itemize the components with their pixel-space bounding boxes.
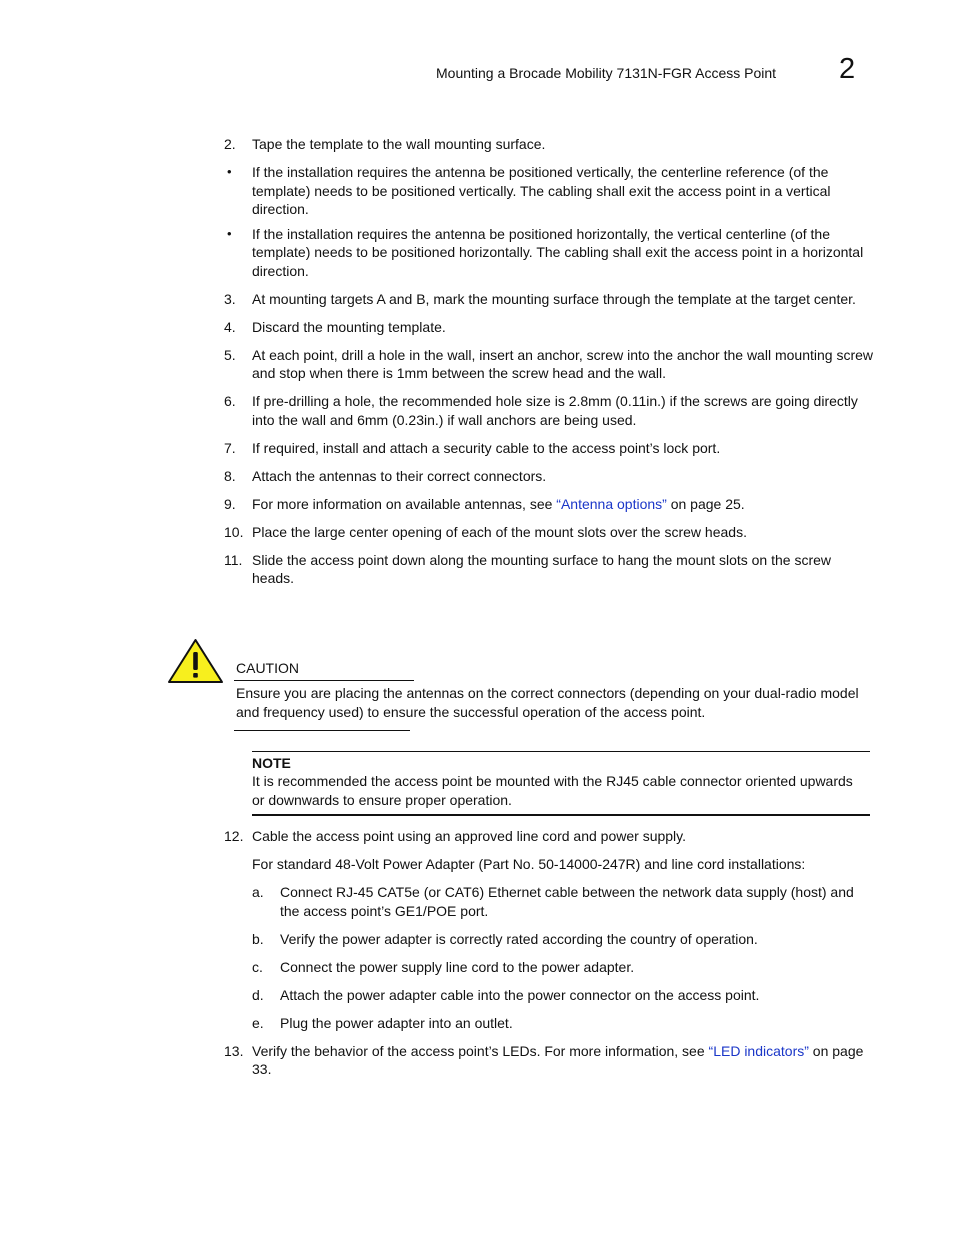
bullet-icon: • — [227, 225, 232, 241]
step-number: 5. — [224, 346, 236, 363]
substep-letter: c. — [252, 958, 263, 975]
step-number: 2. — [224, 136, 236, 152]
warning-triangle-icon — [167, 638, 224, 684]
substep-text: Attach the power adapter cable into the power connector on the access point. — [280, 986, 760, 1003]
step-number: 10. — [224, 523, 244, 540]
step-text: If required, install and attach a security cable to the access point’s lock port. — [252, 439, 721, 456]
steps-lower — [224, 827, 874, 1088]
step-number: 3. — [224, 290, 236, 307]
substep-letter: d. — [252, 986, 264, 1003]
step-number: 13. — [224, 1042, 244, 1059]
step-number: 4. — [224, 318, 236, 335]
antenna-options-link[interactable]: “Antenna options” — [556, 495, 667, 512]
substep-letter: b. — [252, 930, 264, 947]
substep-text: Connect RJ-45 CAT5e (or CAT6) Ethernet cable between the network data supply (host) and the access point’s GE1/POE port. — [280, 884, 854, 919]
bullet-text: If the installation requires the antenna be positioned vertically, the centerline reference (of the template) needs to be positioned vertically. The cabling shall exit the access point in a vertical direction. — [252, 164, 831, 217]
step-text: If pre-drilling a hole, the recommended hole size is 2.8mm (0.11in.) if the screws are going directly into the wall and 6mm (0.23in.) if wall anchors are being used. — [252, 393, 858, 428]
step-text: Place the large center opening of each of the mount slots over the screw heads. — [252, 523, 747, 540]
list-item — [224, 290, 874, 309]
step-intro: For standard 48-Volt Power Adapter (Part No. 50-14000-247R) and line cord installations: — [252, 856, 806, 872]
sub-list-item — [224, 1014, 874, 1033]
substep-text: Plug the power adapter into an outlet. — [280, 1014, 513, 1031]
sub-list-item — [224, 930, 874, 949]
running-header: Mounting a Brocade Mobility 7131N-FGR Access Point — [436, 65, 777, 81]
caution-text: Ensure you are placing the antennas on the correct connectors (depending on your dual-radio model and frequency used) to ensure the successful operation of the access point. — [236, 685, 859, 720]
substep-text: Connect the power supply line cord to the power adapter. — [280, 958, 635, 975]
caution-label: CAUTION — [236, 660, 299, 676]
led-indicators-link[interactable]: “LED indicators” — [708, 1042, 809, 1059]
bullet-icon: • — [227, 164, 232, 179]
list-item — [224, 551, 874, 588]
list-item — [224, 1042, 874, 1079]
step-number: 7. — [224, 439, 236, 456]
note-divider — [252, 751, 870, 752]
chapter-number: 2 — [839, 53, 856, 85]
sub-list-item — [224, 986, 874, 1005]
substep-text: Verify the power adapter is correctly rated according the country of operation. — [280, 930, 758, 947]
step-number: 8. — [224, 467, 236, 484]
bullet-item — [224, 225, 874, 281]
list-item — [224, 495, 874, 514]
bullet-text: If the installation requires the antenna be positioned horizontally, the vertical centerline (of the template) needs to be positioned horizontally. The cabling shall exit the access point in a horizontal direction. — [252, 225, 864, 279]
list-item — [224, 392, 874, 429]
step-text: Discard the mounting template. — [252, 318, 446, 335]
sub-list-item — [224, 958, 874, 977]
step-number: 9. — [224, 495, 236, 512]
sub-list-item — [224, 883, 874, 920]
caution-divider — [234, 680, 414, 681]
list-item — [224, 346, 874, 383]
step-text: At each point, drill a hole in the wall, insert an anchor, screw into the anchor the wall mounting screw and stop when there is 1mm between the screw head and the wall. — [252, 346, 873, 381]
note-label: NOTE — [252, 755, 291, 771]
step-number: 12. — [224, 828, 244, 844]
step-text: Attach the antennas to their correct connectors. — [252, 467, 547, 484]
step-text: At mounting targets A and B, mark the mounting surface through the template at the target center. — [252, 290, 856, 307]
step-number: 6. — [224, 393, 236, 409]
note-text: It is recommended the access point be mounted with the RJ45 cable connector oriented upwards or downwards to ensure proper operation. — [252, 773, 853, 808]
list-item — [224, 523, 874, 542]
step-text: Cable the access point using an approved line cord and power supply. — [252, 828, 687, 844]
substep-letter: a. — [252, 884, 264, 900]
note-divider — [252, 814, 870, 816]
list-item — [224, 467, 874, 486]
list-item — [224, 318, 874, 337]
step-text: Tape the template to the wall mounting surface. — [252, 136, 546, 152]
step-number: 11. — [224, 551, 243, 568]
step-text: Verify the behavior of the access point’s LEDs. For more information, see — [252, 1042, 709, 1059]
caution-divider — [234, 730, 410, 731]
step-text-suffix: on page 33. — [252, 1042, 864, 1077]
step-text: Slide the access point down along the mounting surface to hang the mount slots on the screw heads. — [252, 551, 832, 586]
steps-upper — [224, 135, 874, 597]
list-item — [224, 827, 874, 846]
step-text-suffix: on page 25. — [666, 495, 745, 512]
step-text: For more information on available antennas, see — [252, 495, 557, 512]
substep-letter: e. — [252, 1014, 264, 1031]
list-item — [224, 439, 874, 458]
bullet-item — [224, 163, 874, 219]
list-item — [224, 135, 874, 154]
